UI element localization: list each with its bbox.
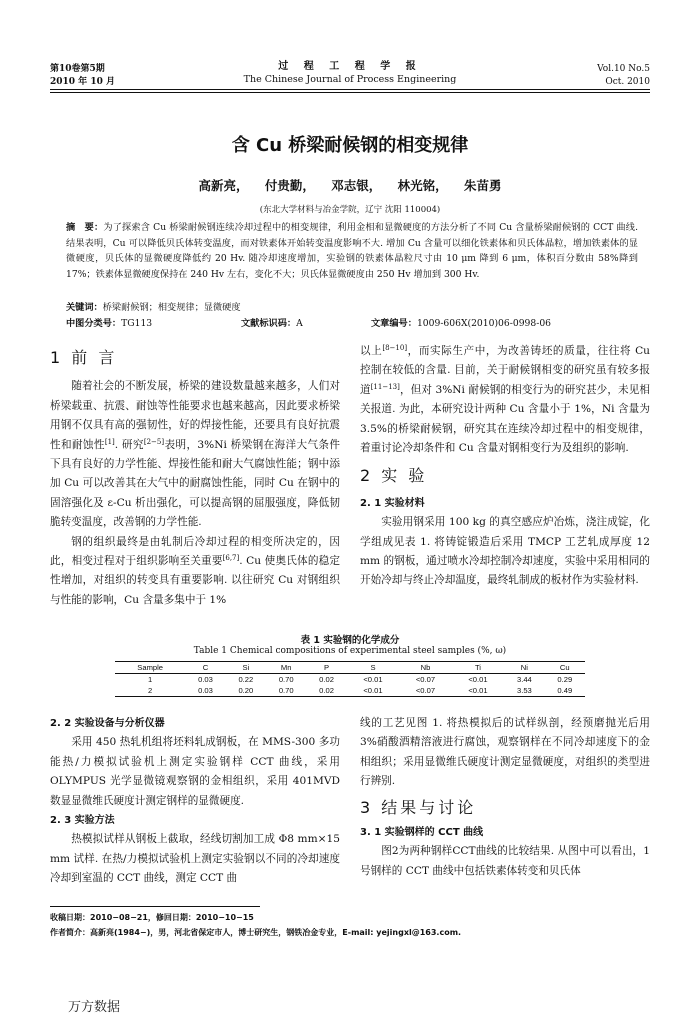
table-header-cell: Nb bbox=[420, 663, 431, 672]
doc-code-label: 文献标识码： bbox=[241, 318, 297, 329]
table-header-row bbox=[115, 662, 585, 674]
header-rule-bottom bbox=[50, 92, 650, 93]
abstract-text: 为了探索含 Cu 桥梁耐候钢连续冷却过程中的相变规律，利用金相和显微硬度的方法分析了不同 Cu 含量桥梁耐候钢的 CCT 曲线. 结果表明，Cu 可以降低贝氏体转变温度，而对铁素体开始转变温度影响不大. 增加 Cu 含量可以细化铁素体和贝氏体晶粒，增加铁素体的显微硬度，贝氏体的显微硬度降低约 20 Hv. 随冷却速度增加，实验钢的铁素体晶粒尺寸由 10 μm 降到 6 μm，体积百分数由 58%降到 17%；铁素体显微硬度保持在 240 Hv 左右，变化不大；贝氏体显微硬度由 250 Hv 增加到 300 Hv. bbox=[66, 222, 638, 280]
table-header-cell: Sample bbox=[137, 663, 164, 672]
subsection-3-1-heading: 3. 1 实验钢样的 CCT 曲线 bbox=[360, 827, 484, 839]
journal-name-cn: 过 程 工 程 学 报 bbox=[278, 61, 422, 72]
table-cell: 0.29 bbox=[557, 675, 573, 684]
table-cell: 0.22 bbox=[238, 675, 254, 684]
abstract bbox=[66, 220, 638, 282]
table-cell: 0.02 bbox=[319, 675, 334, 684]
citation: [11−13] bbox=[370, 382, 400, 391]
table-cell: <0.01 bbox=[468, 675, 488, 684]
table-header-cell: Si bbox=[242, 663, 250, 672]
date-cn: 2010 年 10 月 bbox=[50, 77, 115, 87]
citation: [6,7] bbox=[222, 554, 240, 563]
right-column-bottom bbox=[360, 714, 650, 881]
paragraph-procedure: 线的工艺见图 1. 将热模拟后的试样纵剖，经预磨抛光后用 3%硝酸酒精溶液进行腐蚀，观察钢样在不同冷却速度下的金相组织；采用显微维氏硬度计测定显微硬度，对组织的类型进行辨别. bbox=[360, 717, 650, 788]
doc-code-value: A bbox=[296, 318, 303, 329]
table-cell: <0.07 bbox=[415, 675, 436, 684]
table-cell: 1 bbox=[148, 675, 153, 684]
paragraph-method: 热模拟试样从钢板上截取，经线切割加工成 Φ8 mm×15 mm 试样. 在热/力模拟试验机上测定实验钢以不同的冷却速度冷却到室温的 CCT 曲线，测定 CCT 曲 bbox=[50, 833, 340, 885]
footnote-dates: 收稿日期：2010−08−21，修回日期：2010−10−15 bbox=[50, 913, 254, 922]
table-header-cell: Ni bbox=[520, 663, 528, 672]
journal-name-en: The Chinese Journal of Process Engineering bbox=[243, 74, 457, 85]
table-cell: 0.70 bbox=[278, 686, 294, 695]
composition-table bbox=[115, 661, 585, 697]
table-header-cell: S bbox=[370, 663, 376, 672]
table-caption-en: Table 1 Chemical compositions of experimental steel samples (%, ω) bbox=[193, 646, 507, 656]
classification bbox=[66, 316, 638, 331]
subsection-2-2-heading: 2. 2 实验设备与分析仪器 bbox=[50, 718, 165, 729]
table-caption-cn: 表 1 实验钢的化学成分 bbox=[300, 635, 400, 646]
header-right bbox=[597, 63, 650, 89]
paragraph-intro-2: 钢的组织最终是由轧制后冷却过程的相变所决定的，因此，相变过程对于组织影响至关重要[6,7]. Cu 使奥氏体的稳定性增加，对组织的转变具有重要影响. 以往研究 Cu 对钢组织与性能的影响，Cu 含量多集中于 1% bbox=[50, 535, 341, 606]
table-cell: 0.03 bbox=[198, 686, 213, 695]
table-cell: 2 bbox=[148, 686, 153, 695]
section-1-heading: 1 前 言 bbox=[50, 348, 118, 367]
subsection-2-3-heading: 2. 3 实验方法 bbox=[50, 815, 115, 827]
citation: [8−10] bbox=[382, 344, 408, 352]
table-cell: 0.03 bbox=[198, 675, 213, 684]
source-watermark: 万方数据 bbox=[68, 1000, 121, 1015]
table-row bbox=[115, 685, 585, 697]
table-row bbox=[115, 674, 585, 686]
table-header-cell: Ti bbox=[474, 663, 481, 672]
table-header-cell: Cu bbox=[559, 663, 570, 672]
footnote-author-info: 作者简介：高新亮(1984−)，男，河北省保定市人，博士研究生，钢铁冶金专业，E-mail: yejingxl@163.com. bbox=[50, 928, 462, 937]
keywords-text: 桥梁耐候钢；相变规律；显微硬度 bbox=[102, 302, 241, 313]
subsection-2-1-heading: 2. 1 实验材料 bbox=[360, 497, 425, 509]
footnote-rule bbox=[50, 906, 260, 907]
section-3-heading: 3 结果与讨论 bbox=[360, 797, 477, 817]
paragraph-intro-3: 以上[8−10]，而实际生产中，为改善铸坯的质量，往往将 Cu 控制在较低的含量. 目前，关于耐候钢相变的研究虽有较多报道[11−13]，但对 3%Ni 耐候钢的相变行为的研究甚少，未见相关报道. 为此，本研究设计两种 Cu 含量小于 1%，Ni 含量为 3.5%的桥梁耐候钢，研究其在连续冷却过程中的相变规律，着重讨论冷却条件和 Cu 含量对钢相变行为及组织的影响. bbox=[360, 344, 651, 455]
table-header-cell: Mn bbox=[280, 663, 292, 672]
volume-cn: 第10卷第5期 bbox=[50, 64, 105, 74]
keywords-label: 关键词： bbox=[66, 302, 103, 313]
left-column-bottom bbox=[50, 714, 340, 889]
table-cell: <0.01 bbox=[363, 686, 383, 695]
header-left bbox=[50, 63, 115, 89]
authors: 高新亮， 付贵勤， 邓志银， 林光铭， 朱苗勇 bbox=[198, 178, 502, 193]
article-no-value: 1009-606X(2010)06-0998-06 bbox=[416, 318, 552, 329]
abstract-label: 摘 要： bbox=[66, 222, 104, 233]
right-column-top bbox=[360, 342, 650, 591]
volume-en: Vol.10 No.5 bbox=[597, 64, 650, 74]
citation: [2−5] bbox=[143, 437, 165, 446]
paragraph-equipment: 采用 450 热轧机组将坯料轧成钢板，在 MMS-300 多功能热/力模拟试验机上测定实验钢样 CCT 曲线，采用 OLYMPUS 光学显微镜观察钢的金相组织，采用 401MVD 数显显微维氏硬度计测定钢样的显微硬度. bbox=[50, 736, 340, 807]
left-column-top bbox=[50, 342, 340, 610]
header-center bbox=[200, 60, 500, 86]
table-cell: 0.70 bbox=[278, 675, 294, 684]
clc-label: 中图分类号： bbox=[66, 318, 122, 329]
table-cell: 0.20 bbox=[238, 686, 254, 695]
clc-value: TG113 bbox=[121, 318, 153, 329]
paragraph-intro-1: 随着社会的不断发展，桥梁的建设数量越来越多，人们对桥梁载重、抗震、耐蚀等性能要求也越来越高，因此要求桥梁用钢不仅具有高的强韧性，好的焊接性能，还要具有良好抗震性和耐蚀性[1]. 研究[2−5]表明，3%Ni 桥梁钢在海洋大气条件下具有良好的力学性能、焊接性能和耐大气腐蚀性能；钢中添加 Cu 可以改善其在大气中的耐腐蚀性能，同时 Cu 在钢中的固溶强化及 ε-Cu 析出强化，可以提高钢的屈服强度，降低韧脆转变温度，改善钢的力学性能. bbox=[50, 380, 340, 529]
paragraph-materials: 实验用钢采用 100 kg 的真空感应炉冶炼，浇注成锭，化学组成见表 1. 将铸锭锻造后采用 TMCP 工艺轧成厚度 12 mm 的钢板，通过喷水冷却控制冷却速度，实验中采用相同的开始冷却与终止冷却温度，最终轧制成的板材作为实验材料. bbox=[360, 516, 650, 587]
table-cell: <0.07 bbox=[415, 686, 436, 695]
citation: [1] bbox=[104, 437, 115, 446]
header-rule-top bbox=[50, 89, 650, 90]
affiliation: (东北大学材料与冶金学院，辽宁 沈阳 110004) bbox=[259, 205, 441, 215]
table-header-cell: C bbox=[202, 663, 209, 672]
table-cell: 0.02 bbox=[319, 686, 334, 695]
date-en: Oct. 2010 bbox=[605, 77, 650, 87]
paragraph-results: 图2为两种钢样CCT曲线的比较结果. 从图中可以看出，1 号钢样的 CCT 曲线中包括铁素体转变和贝氏体 bbox=[360, 845, 650, 877]
table-header-cell: P bbox=[324, 663, 330, 672]
table-cell: 0.49 bbox=[557, 686, 573, 695]
table-cell: 3.53 bbox=[516, 686, 532, 695]
section-2-heading: 2 实 验 bbox=[360, 466, 428, 486]
table-cell: 3.44 bbox=[516, 675, 532, 684]
table-cell: <0.01 bbox=[363, 675, 383, 684]
paper-title: 含 Cu 桥梁耐候钢的相变规律 bbox=[231, 135, 469, 156]
article-no-label: 文章编号： bbox=[371, 318, 417, 329]
table-cell: <0.01 bbox=[468, 686, 488, 695]
keywords bbox=[66, 300, 638, 315]
